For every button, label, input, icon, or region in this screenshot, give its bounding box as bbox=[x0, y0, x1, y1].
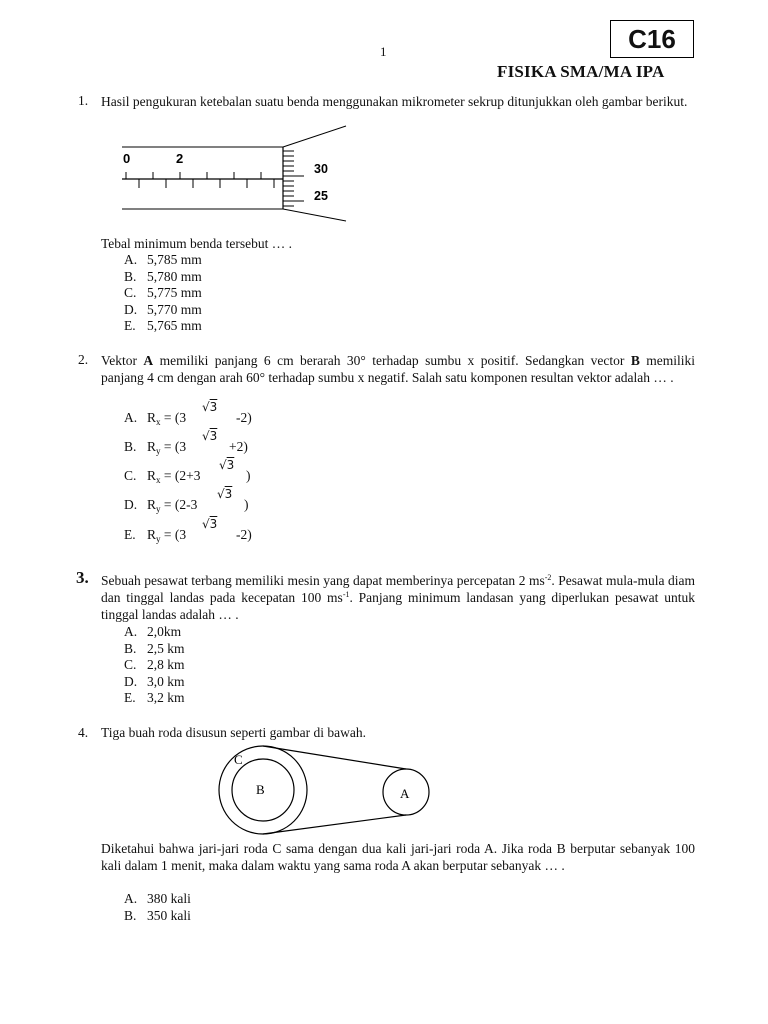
q2-option-c-sqrt: √3 bbox=[219, 458, 235, 472]
q2-option-d-sqrt: √3 bbox=[217, 487, 233, 501]
q2-option-e-sqrt: √3 bbox=[202, 517, 218, 531]
q2-option-c-tail: ) bbox=[246, 468, 251, 483]
q4-text-2: Diketahui bahwa jari-jari roda C sama dengan dua kali jari-jari roda A. Jika roda B berputar sebanyak 100 kali dalam 1 menit, maka dalam waktu yang sama roda A akan berputar sebanyak … . bbox=[101, 841, 695, 873]
q3-option-c: C. 2,8 km bbox=[124, 657, 185, 672]
q2-option-a-sqrt: √3 bbox=[202, 400, 218, 414]
page-number: 1 bbox=[380, 44, 387, 59]
q3-options bbox=[124, 624, 185, 707]
q4-options bbox=[124, 891, 191, 924]
q2-option-e: E. $R_y = (3$ bbox=[124, 527, 187, 544]
q4-option-a: A. 380 kali bbox=[124, 891, 191, 906]
q2-option-c: C. $R_x = (2+3$ bbox=[124, 468, 201, 485]
micrometer-figure bbox=[118, 122, 353, 222]
q3-option-d: D. 3,0 km bbox=[124, 673, 185, 689]
q1-options bbox=[124, 252, 202, 335]
q1-option-c: C. 5,775 mm bbox=[124, 285, 202, 300]
q1-prompt: Tebal minimum benda tersebut … . bbox=[101, 236, 293, 251]
q1-option-b: B. 5,780 mm bbox=[124, 268, 202, 284]
thimble-label-25: 25 bbox=[314, 189, 328, 203]
q4-option-b: B. 350 kali bbox=[124, 907, 191, 923]
q3-number: 3. bbox=[76, 568, 89, 587]
q4-number: 4. bbox=[78, 725, 89, 740]
thimble-label-30: 30 bbox=[314, 162, 328, 176]
q2-option-b-sqrt: √3 bbox=[202, 429, 218, 443]
q1-option-a: A. 5,785 mm bbox=[124, 252, 202, 267]
q2-option-a: A. $R_x = (3$ bbox=[124, 410, 187, 427]
q1-option-d: D. 5,770 mm bbox=[124, 301, 202, 317]
exam-code-box: C16 bbox=[610, 20, 694, 58]
wheel-b-label: B bbox=[256, 782, 265, 797]
q1-number: 1. bbox=[78, 93, 89, 108]
q1-text: Hasil pengukuran ketebalan suatu benda menggunakan mikrometer sekrup ditunjukkan oleh gambar berikut. bbox=[101, 94, 688, 109]
q3-option-b: B. 2,5 km bbox=[124, 640, 185, 656]
q2-option-d: D. $R_y = (2-3$ bbox=[124, 497, 198, 514]
q3-option-a: A. 2,0km bbox=[124, 624, 182, 639]
q2-option-b-tail: +2) bbox=[229, 439, 248, 454]
q2-option-e-tail: -2) bbox=[236, 527, 252, 542]
q3-text: Sebuah pesawat terbang memiliki mesin yang dapat memberinya percepatan 2 $ms^{-2}$. Pesawat mula-mula diam dan tinggal landas pada kecepatan 100 $ms^{-1}$. Panjang minimum landasan yang diperlukan pesawat untuk tinggal landas adalah … . bbox=[101, 573, 695, 622]
q2-option-a-tail: -2) bbox=[236, 410, 252, 425]
q3-option-e: E. 3,2 km bbox=[124, 690, 185, 705]
q1-option-e: E. 5,765 mm bbox=[124, 318, 202, 333]
subject-title: FISIKA SMA/MA IPA bbox=[497, 62, 665, 81]
q2-option-d-tail: ) bbox=[244, 497, 249, 512]
main-scale-label-2: 2 bbox=[176, 151, 184, 166]
q2-number: 2. bbox=[78, 352, 89, 367]
wheel-c-label: C bbox=[234, 752, 243, 767]
q2-option-b: B. $R_y = (3$ bbox=[124, 439, 187, 456]
wheel-a-label: A bbox=[400, 786, 410, 801]
q4-text: Tiga buah roda disusun seperti gambar di bawah. bbox=[101, 725, 366, 740]
main-scale-label-0: 0 bbox=[123, 151, 131, 166]
wheels-figure bbox=[208, 744, 440, 840]
q2-text: Vektor A memiliki panjang 6 cm berarah 30° terhadap sumbu x positif. Sedangkan vector B memiliki panjang 4 cm dengan arah 60° terhadap sumbu x negatif. Salah satu komponen resultan vektor adalah … . bbox=[101, 353, 695, 385]
